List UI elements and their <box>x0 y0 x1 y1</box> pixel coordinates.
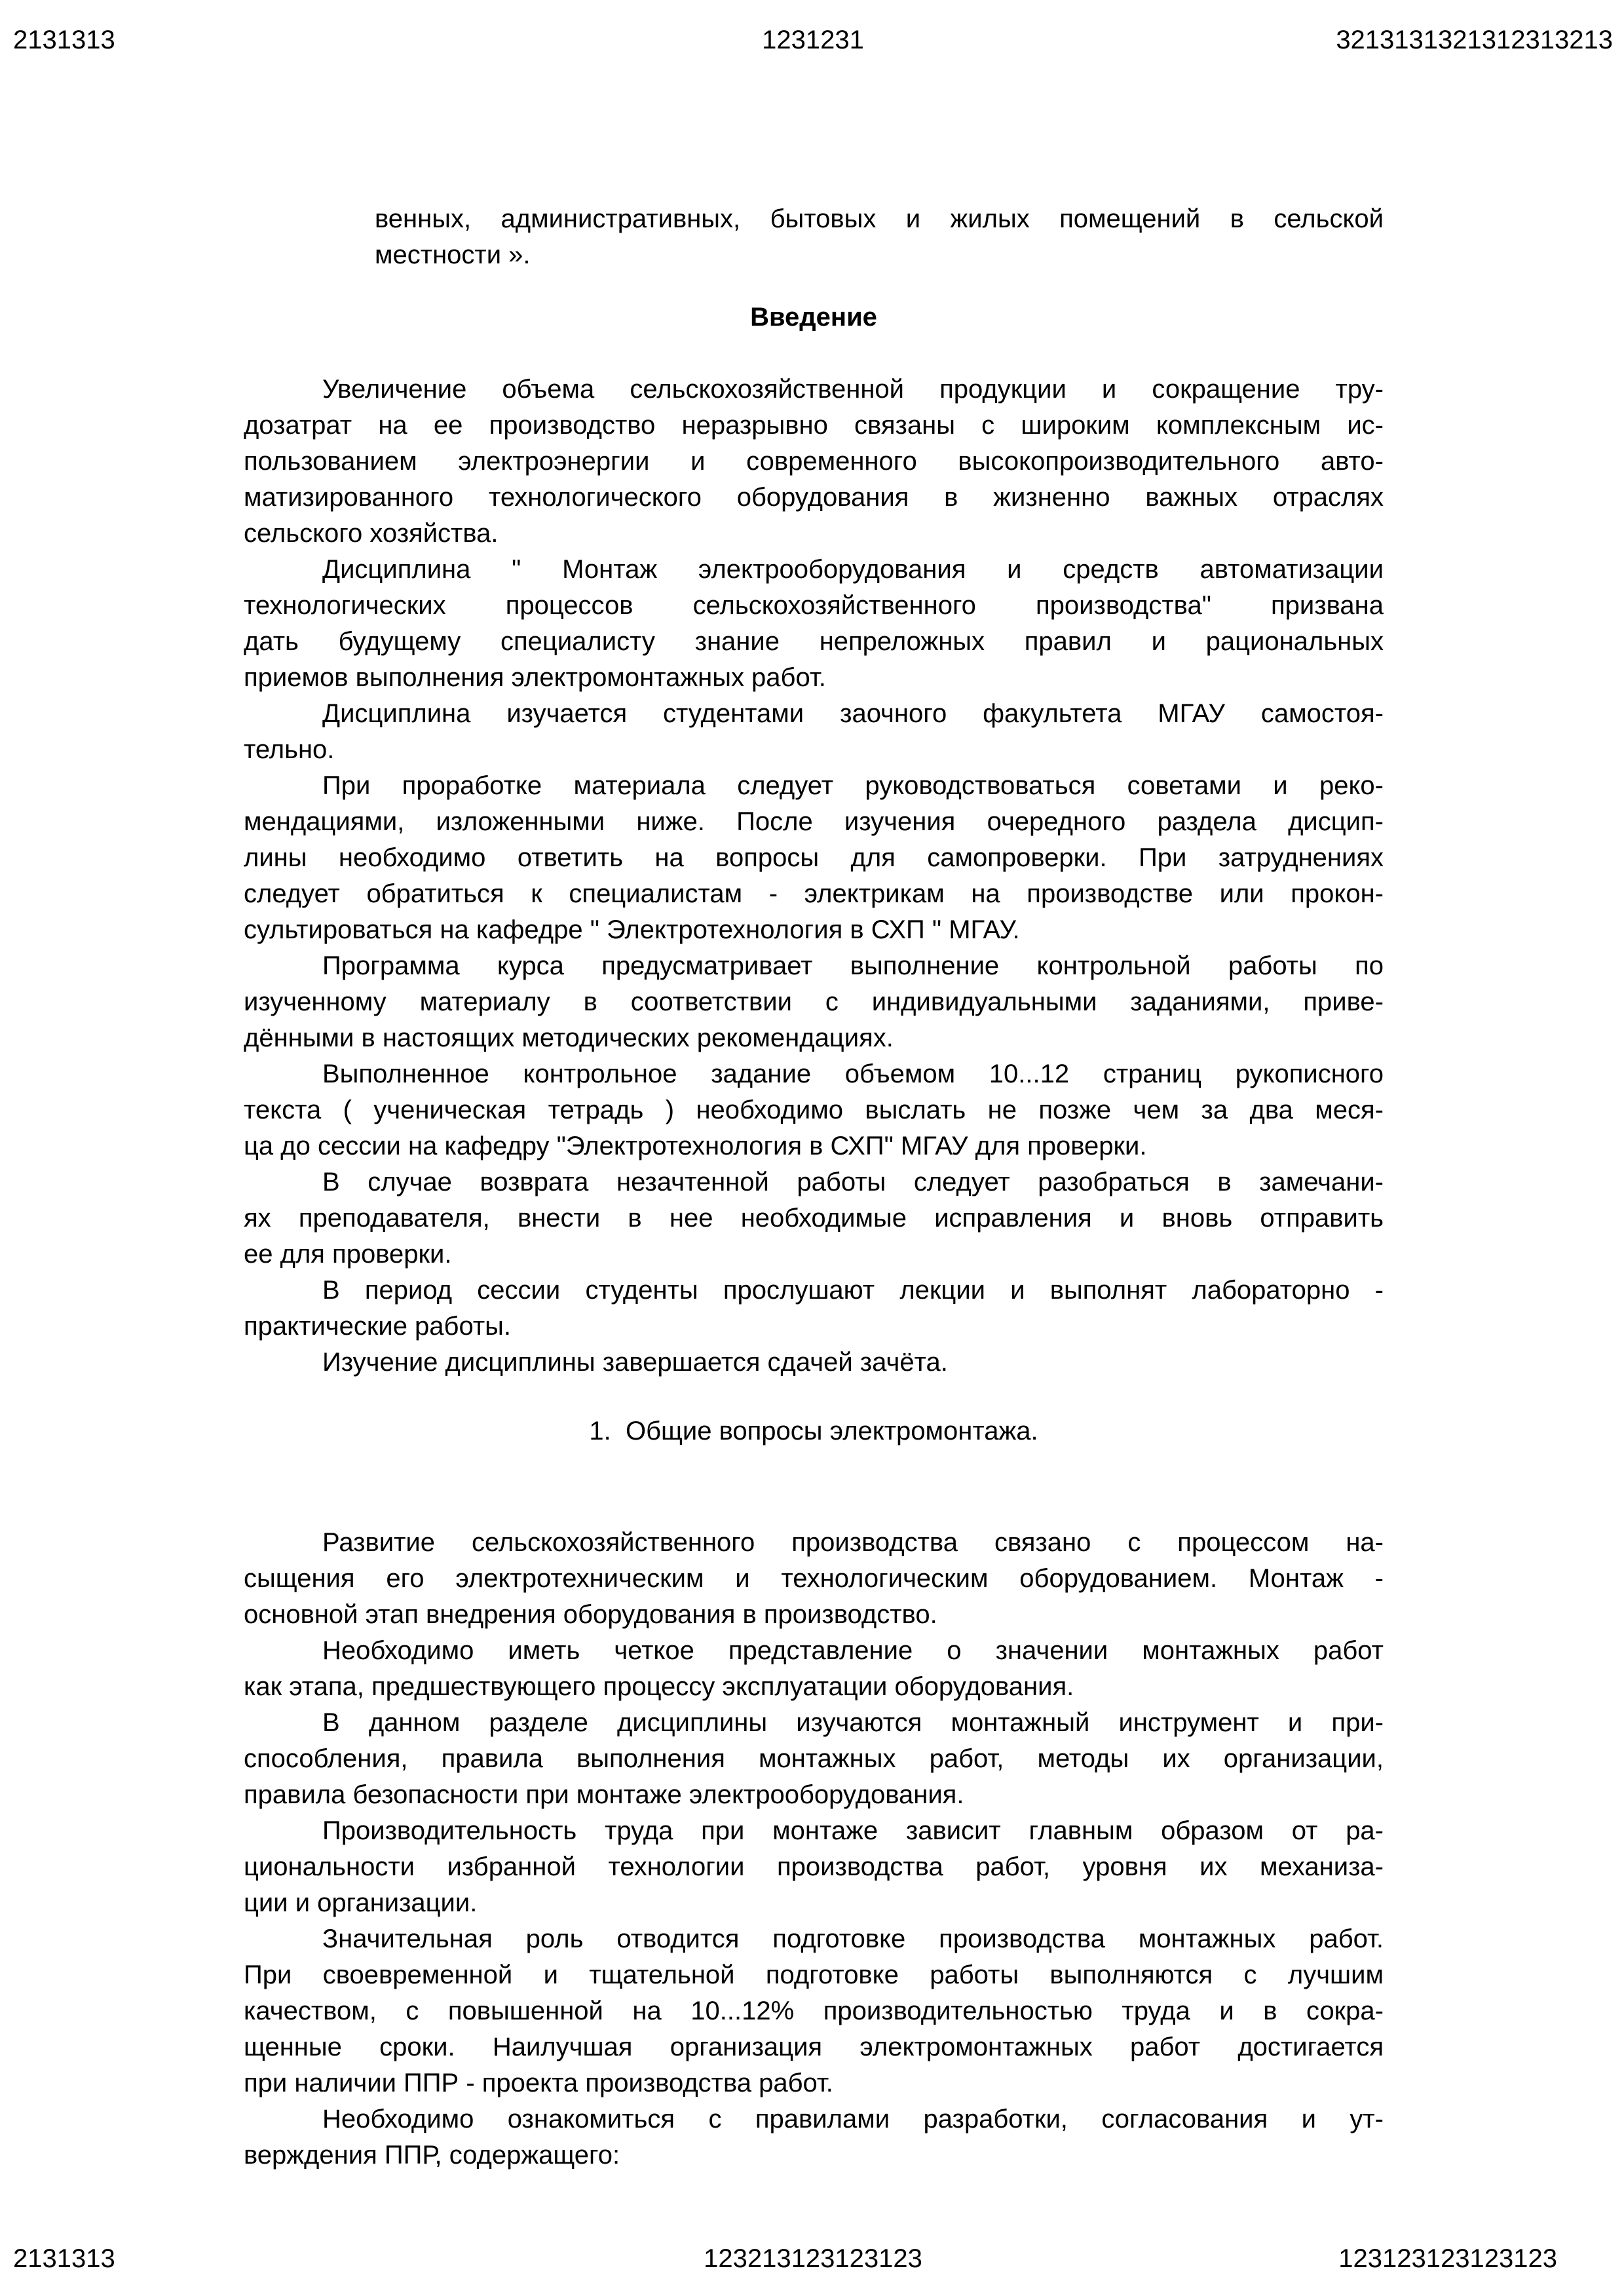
paragraph <box>244 1705 1384 1813</box>
text-line: сыщения его электротехническим и технологическим оборудованием. Монтаж - <box>244 1564 1384 1593</box>
text-line: ции и организации. <box>244 1888 478 1917</box>
paragraph <box>244 372 1384 552</box>
text-line: тельно. <box>244 735 335 764</box>
text-line: Необходимо иметь четкое представление о значении монтажных работ <box>322 1636 1384 1665</box>
text-line: приемов выполнения электромонтажных работ. <box>244 663 826 692</box>
paragraph <box>244 696 1384 768</box>
header-number-left: 2131313 <box>13 26 115 54</box>
paragraph <box>375 201 1384 273</box>
section1-body <box>244 1525 1384 2173</box>
text-line: При проработке материала следует руководствоваться советами и реко- <box>322 771 1384 800</box>
section1-heading: 1. Общие вопросы электромонтажа. <box>589 1417 1038 1445</box>
text-line: технологических процессов сельскохозяйственного производства" призвана <box>244 591 1384 620</box>
text-line: практические работы. <box>244 1312 512 1341</box>
text-line: Выполненное контрольное задание объемом 10...12 страниц рукописного <box>322 1060 1384 1088</box>
footer-number-right: 123123123123123 <box>1338 2244 1557 2273</box>
paragraph <box>244 1164 1384 1272</box>
text-column <box>244 201 1384 2173</box>
header-number-right: 3213131321312313213 <box>1336 26 1613 54</box>
paragraph <box>244 1345 1384 1381</box>
text-line: Программа курса предусматривает выполнение контрольной работы по <box>322 951 1384 980</box>
paragraph <box>244 552 1384 696</box>
paragraph <box>244 1633 1384 1705</box>
footer-number-center: 123213123123123 <box>704 2244 922 2273</box>
text-line: Дисциплина " Монтаж электрооборудования и средств автоматизации <box>322 555 1384 584</box>
text-line: Увеличение объема сельскохозяйственной продукции и сокращение тру- <box>322 375 1384 404</box>
text-line: Изучение дисциплины завершается сдачей зачёта. <box>322 1348 948 1377</box>
text-line: мендациями, изложенными ниже. После изучения очередного раздела дисцип- <box>244 807 1384 836</box>
text-line: сельского хозяйства. <box>244 519 499 548</box>
text-line: матизированного технологического оборудования в жизненно важных отраслях <box>244 483 1384 512</box>
text-line: ее для проверки. <box>244 1240 452 1269</box>
footer-number-left: 2131313 <box>13 2244 115 2273</box>
text-line: В данном разделе дисциплины изучаются монтажный инструмент и при- <box>322 1708 1384 1737</box>
paragraph <box>244 1813 1384 1921</box>
text-line: основной этап внедрения оборудования в производство. <box>244 1600 937 1629</box>
text-line: дать будущему специалисту знание непреложных правил и рациональных <box>244 627 1384 656</box>
paragraph <box>244 768 1384 948</box>
text-line: Дисциплина изучается студентами заочного факультета МГАУ самостоя- <box>322 699 1384 728</box>
text-line: текста ( ученическая тетрадь ) необходимо выслать не позже чем за два меся- <box>244 1096 1384 1124</box>
introduction-body <box>244 372 1384 1381</box>
paragraph <box>244 948 1384 1056</box>
text-line: как этапа, предшествующего процессу эксплуатации оборудования. <box>244 1672 1074 1701</box>
text-line: сультироваться на кафедре " Электротехнология в СХП " МГАУ. <box>244 915 1020 944</box>
text-line: щенные сроки. Наилучшая организация электромонтажных работ достигается <box>244 2033 1384 2061</box>
paragraph <box>244 1525 1384 1633</box>
introduction-heading: Введение <box>750 303 877 332</box>
text-line: при наличии ППР - проекта производства работ. <box>244 2069 833 2097</box>
paragraph <box>244 1272 1384 1345</box>
quote-continuation-block <box>375 201 1384 273</box>
text-line: Производительность труда при монтаже зависит главным образом от ра- <box>322 1816 1384 1845</box>
text-line: следует обратиться к специалистам - электрикам на производстве или прокон- <box>244 879 1384 908</box>
text-line: циональности избранной технологии производства работ, уровня их механиза- <box>244 1852 1384 1881</box>
text-line: правила безопасности при монтаже электрооборудования. <box>244 1780 964 1809</box>
text-line: ца до сессии на кафедру "Электротехнология в СХП" МГАУ для проверки. <box>244 1132 1147 1160</box>
text-line: изученному материалу в соответствии с индивидуальными заданиями, приве- <box>244 987 1384 1016</box>
text-line: лины необходимо ответить на вопросы для самопроверки. При затруднениях <box>244 843 1384 872</box>
text-line: дёнными в настоящих методических рекомендациях. <box>244 1024 894 1052</box>
text-line: пользованием электроэнергии и современного высокопроизводительного авто- <box>244 447 1384 476</box>
text-line: В период сессии студенты прослушают лекции и выполнят лабораторно - <box>322 1276 1384 1305</box>
paragraph <box>244 2101 1384 2173</box>
text-line: При своевременной и тщательной подготовке работы выполняются с лучшим <box>244 1961 1384 1989</box>
text-line: венных, административных, бытовых и жилых помещений в сельской <box>375 204 1384 233</box>
text-line: способления, правила выполнения монтажных работ, методы их организации, <box>244 1744 1384 1773</box>
paragraph <box>244 1921 1384 2101</box>
text-line: В случае возврата незачтенной работы следует разобраться в замечани- <box>322 1168 1384 1196</box>
text-line: дозатрат на ее производство неразрывно связаны с широким комплексным ис- <box>244 411 1384 440</box>
text-line: Значительная роль отводится подготовке производства монтажных работ. <box>322 1924 1384 1953</box>
text-line: качеством, с повышенной на 10...12% производительностью труда и в сокра- <box>244 1997 1384 2025</box>
text-line: Развитие сельскохозяйственного производства связано с процессом на- <box>322 1528 1384 1557</box>
text-line: Необходимо ознакомиться с правилами разработки, согласования и ут- <box>322 2105 1384 2133</box>
text-line: местности ». <box>375 240 531 269</box>
paragraph <box>244 1056 1384 1164</box>
text-line: верждения ППР, содержащего: <box>244 2141 620 2170</box>
header-number-center: 1231231 <box>762 26 864 54</box>
text-line: ях преподавателя, внести в нее необходимые исправления и вновь отправить <box>244 1204 1384 1233</box>
